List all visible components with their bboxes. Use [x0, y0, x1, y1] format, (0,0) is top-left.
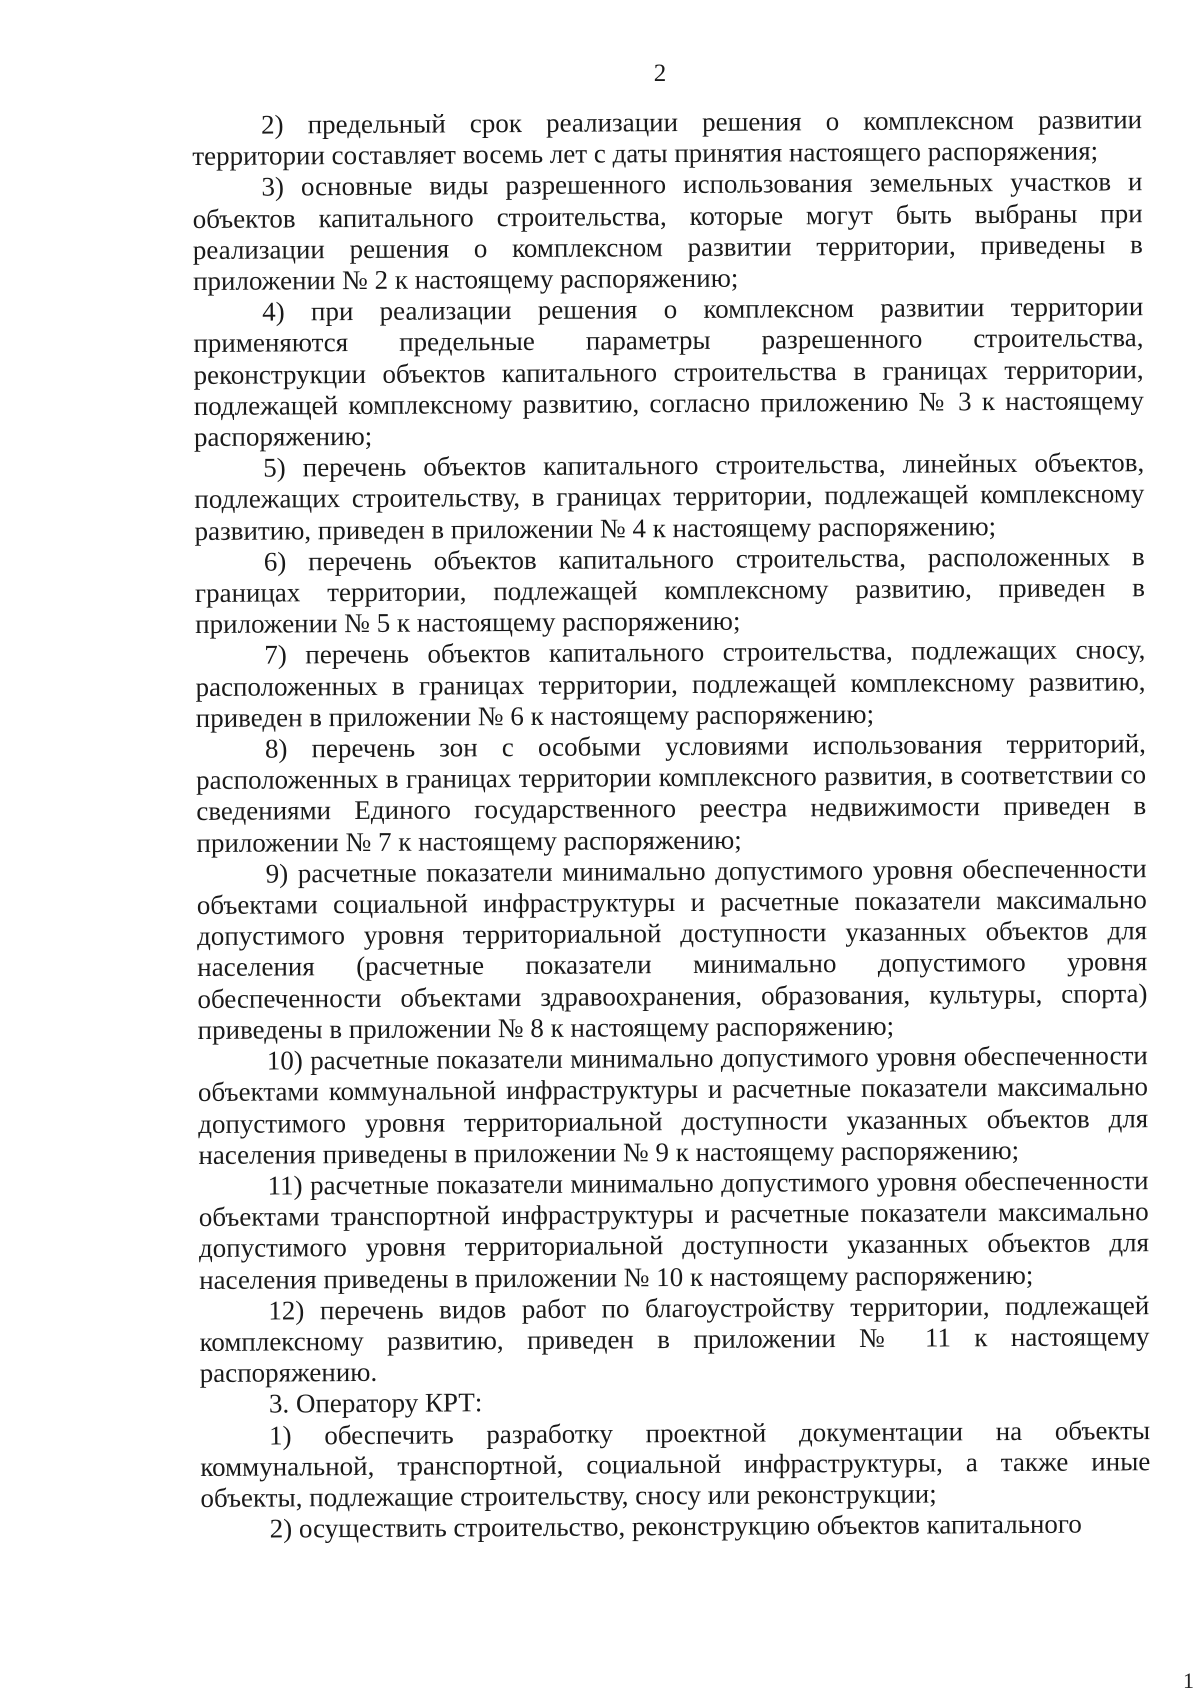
paragraph-item-12-landscaping: 12) перечень видов работ по благоустройству территории, подлежащей комплексному развитию, приведен в приложении № 11 к настоящему распоряжению.: [199, 1289, 1150, 1389]
paragraph-item-5-objects-to-build: 5) перечень объектов капитального строительства, линейных объектов, подлежащих строительству, в границах территории, подлежащей комплексному развитию, приведен в приложении № 4 к настоящему распоряжению;: [194, 447, 1145, 546]
paragraph-item-9-social-infrastructure: 9) расчетные показатели минимально допустимого уровня обеспеченности объектами социальной инфраструктуры и расчетные показатели максимально допустимого уровня территориальной доступности указанных объектов для населения (расчетные показатели минимально допустимого уровня обеспеченности объектами здравоохранения, образования, культуры, спорта) приведены в приложении № 8 к настоящему распоряжению;: [196, 853, 1148, 1045]
paragraph-item-8-special-zones: 8) перечень зон с особыми условиями использования территорий, расположенных в границах территории комплексного развития, в соответствии со сведениями Единого государственного реестра недвижимости приведен в приложении № 7 к настоящему распоряжению;: [196, 728, 1147, 858]
paragraph-operator-item-2: 2) осуществить строительство, реконструкцию объектов капитального: [269, 1508, 1082, 1544]
paragraph-item-7-objects-to-demolish: 7) перечень объектов капитального строительства, подлежащих сносу, расположенных в границах территории, подлежащей комплексному развитию, приведен в приложении № 6 к настоящему распоряжению;: [195, 634, 1146, 733]
paragraph-item-2-deadline: 2) предельный срок реализации решения о комплексном развитии территории составляет восемь лет с даты принятия настоящего распоряжения;: [192, 104, 1143, 172]
page-number: 2: [653, 60, 667, 87]
document-body: [192, 104, 1151, 1545]
paragraph-item-3-land-use: 3) основные виды разрешенного использования земельных участков и объектов капитального строительства, которые могут быть выбраны при реализации решения о комплексном развитии территории, приведены в приложении № 2 к настоящему распоряжению;: [192, 166, 1143, 297]
paragraph-item-11-transport-infrastructure: 11) расчетные показатели минимально допустимого уровня обеспеченности объектами транспортной инфраструктуры и расчетные показатели максимально допустимого уровня территориальной доступности указанных объектов для населения приведены в приложении № 10 к настоящему распоряжению;: [198, 1165, 1150, 1295]
paragraph-item-6-existing-objects: 6) перечень объектов капитального строительства, расположенных в границах территории, подлежащей комплексному развитию, приведен в приложении № 5 к настоящему распоряжению;: [194, 541, 1146, 640]
paragraph-operator-item-1: 1) обеспечить разработку проектной документации на объекты коммунальной, транспортной, социальной инфраструктуры, а также иные объекты, подлежащие строительству, сносу или реконструкции;: [200, 1414, 1151, 1513]
paragraph-item-10-communal-infrastructure: 10) расчетные показатели минимально допустимого уровня обеспеченности объектами коммунальной инфраструктуры и расчетные показатели максимально допустимого уровня территориальной доступности указанных объектов для населения приведены в приложении № 9 к настоящему распоряжению;: [197, 1040, 1149, 1170]
paragraph-item-4-construction-params: 4) при реализации решения о комплексном развитии территории применяются предельные параметры разрешенного строительства, реконструкции объектов капитального строительства в границах территории, подлежащей комплексному развитию, согласно приложению № 3 к настоящему распоряжению;: [193, 291, 1144, 453]
section-heading-krt-operator: 3. Оператору КРТ:: [268, 1387, 483, 1419]
edge-mark: 1: [1183, 1668, 1194, 1693]
